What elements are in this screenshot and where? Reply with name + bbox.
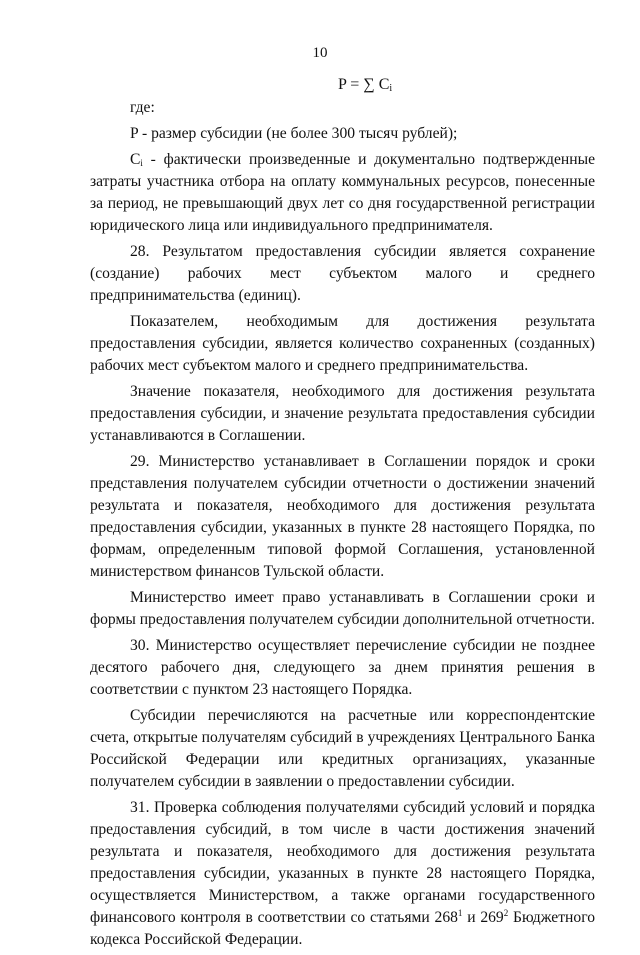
paragraph-31 — [90, 797, 595, 951]
paragraph-28: 28. Результатом предоставления субсидии является сохранение (создание) рабочих мест субъектом малого и среднего предпринимательства (единиц). — [90, 243, 595, 304]
formula-subscript: i — [389, 83, 393, 94]
definition-c-subscript: i — [140, 158, 143, 168]
paragraph-28-values: Значение показателя, необходимого для достижения результата предоставления субсидии, и значение результата предоставления субсидии устанавливаются в Соглашении. — [90, 383, 595, 444]
paragraph-28-indicator: Показателем, необходимым для достижения результата предоставления субсидии, является количество сохраненных (созданных) рабочих мест субъектом малого и среднего предпринимательства. — [90, 313, 595, 374]
paragraph-30-accounts: Субсидии перечисляются на расчетные или корреспондентские счета, открытые получателям субсидий в учреждениях Центрального Банка Российской Федерации или кредитных организациях, указанные получателем субсидии в заявлении о предоставлении субсидии. — [90, 707, 595, 790]
definition-p: P - размер субсидии (не более 300 тысяч рублей); — [130, 125, 458, 142]
definition-c-text: - фактически произведенные и документально подтвержденные затраты участника отбора на оплату коммунальных ресурсов, понесенные за период, не превышающий двух лет со дня государственной регистрации юридического лица или индивидуального предпринимателя. — [90, 151, 595, 234]
paragraph-31-sup-1: 1 — [457, 908, 463, 918]
formula-expression: P = ∑ C — [338, 76, 390, 93]
definition-c-symbol: C — [130, 151, 141, 168]
paragraph-31-sup-2: 2 — [503, 908, 509, 918]
paragraph-31-text: 31. Проверка соблюдения получателями субсидий условий и порядка предоставления субсидий, в том числе в части достижения значений результата и показателя, необходимого для достижения результата предоставления субсидии, указанных в пункте 28 настоящего Порядка, осуществляется Министерством, а также органами государственного финансового контроля в соответствии со статьями 268 — [90, 799, 595, 926]
formula — [338, 75, 392, 99]
where-label: где: — [130, 99, 155, 116]
paragraph-29-right: Министерство имеет право устанавливать в Соглашении сроки и формы предоставления получателем субсидии дополнительной отчетности. — [90, 589, 595, 628]
definition-c — [90, 149, 595, 237]
paragraph-30: 30. Министерство осуществляет перечисление субсидии не позднее десятого рабочего дня, следующего за днем принятия решения в соответствии с пунктом 23 настоящего Порядка. — [90, 637, 595, 698]
document-body — [90, 97, 595, 955]
paragraph-31-mid: и 269 — [462, 909, 504, 926]
paragraph-31-end: Бюджетного кодекса Российской Федерации. — [90, 909, 595, 948]
paragraph-29: 29. Министерство устанавливает в Соглашении порядок и сроки представления получателем субсидии отчетности о достижении значений результата и показателя, необходимого для достижения результата предоставления субсидии, указанных в пункте 28 настоящего Порядка, по формам, определенным типовой формой Соглашения, установленной министерством финансов Тульской области. — [90, 453, 595, 580]
page-number: 10 — [312, 45, 328, 61]
